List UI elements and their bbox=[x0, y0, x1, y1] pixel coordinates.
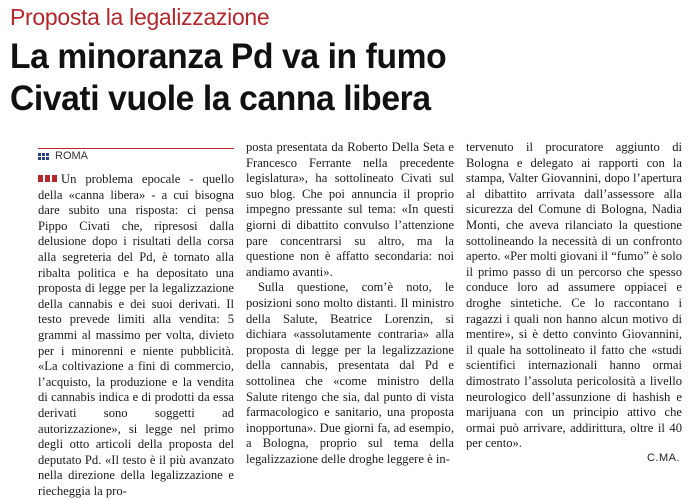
headline-line-2: Civati vuole la canna libera bbox=[10, 79, 431, 118]
section-label bbox=[38, 150, 88, 162]
column-2-paragraph-2: Sulla questione, com’è noto, le posizioni sono molto distanti. Il ministro della Salute, Beatrice Lorenzin, si dichiara «assolutamente contraria» alla proposta di legge per la legalizzazione della cannabis, presentata dal Pd e sottolinea che «come ministro della Salute ritengo che sia, dal punto di vista farmacologico e sanitario, una proposta inopportuna». Due giorni fa, ad esempio, a Bologna, proprio sul tema della legalizzazione delle droghe leggere è in- bbox=[246, 280, 454, 466]
article-column-3 bbox=[466, 140, 682, 450]
column-2-paragraph-1: posta presentata da Roberto Della Seta e Francesco Ferrante nella precedente legislatura», ha sottolineato Civati sul suo blog. Che poi annuncia il proprio impegno pressante sul tema: «In questi giorni di dibattito convulso l’attenzione pare concentrarsi su altro, ma la questione non è affatto secondaria: noi andiamo avanti». bbox=[246, 140, 454, 279]
article-column-1 bbox=[38, 172, 234, 498]
section-name: ROMA bbox=[55, 150, 88, 162]
section-divider bbox=[38, 148, 234, 149]
kicker: Proposta la legalizzazione bbox=[10, 4, 270, 30]
section-grid-icon bbox=[38, 153, 49, 160]
lead-marker-icon bbox=[38, 175, 57, 182]
column-1-text: Un problema epocale - quello della «canna libera» - a cui bisogna dare subito una risposta: ci pensa Pippo Civati che, ripresosi dalla delusione dopo i risultati della corsa alla segreteria del Pd, è tornato alla ribalta politica e ha depositato una proposta di legge per la legalizzazione della cannabis e dei suoi derivati. Il testo prevede limiti alla vendita: 5 grammi al massimo per volta, divieto per i minorenni e niente pubblicità. «La coltivazione a fini di commercio, l’acquisto, la produzione e la vendita di cannabis indica e di prodotti da essa derivati sono soggetti ad autorizzazione», si legge nel primo degli otto articoli della proposta del deputato Pd. «Il testo è il più avanzato nella direzione della legalizzazione e riecheggia la pro- bbox=[38, 172, 234, 498]
author-signature: C.MA. bbox=[646, 452, 680, 464]
column-3-paragraph: tervenuto il procuratore aggiunto di Bologna e delegato ai rapporti con la stampa, Valter Giovannini, dopo l’apertura al dibattito arrivata dall’assessore alla sicurezza del Comune di Bologna, Nadia Monti, che aveva rilanciato la questione sottolineando la necessità di un confronto aperto. «Per molti giovani il “fumo” è solo il primo passo di un percorso che spesso conduce loro ad assumere oppiacei e droghe sintetiche. Ce lo raccontano i ragazzi i quali non hanno alcun motivo di mentire», si è detto convinto Giovannini, il quale ha sottolineato il fatto che «studi scientifici internazionali hanno ormai dimostrato l’assoluta pericolosità a livello neurologico dell’assunzione di hashish e marijuana con un principio attivo che ormai può arrivare, addirittura, oltre il 40 per cento». bbox=[466, 140, 682, 451]
column-1-paragraph bbox=[38, 172, 234, 499]
headline bbox=[10, 36, 655, 120]
headline-line-1: La minoranza Pd va in fumo bbox=[10, 37, 447, 76]
article-column-2 bbox=[246, 140, 454, 472]
